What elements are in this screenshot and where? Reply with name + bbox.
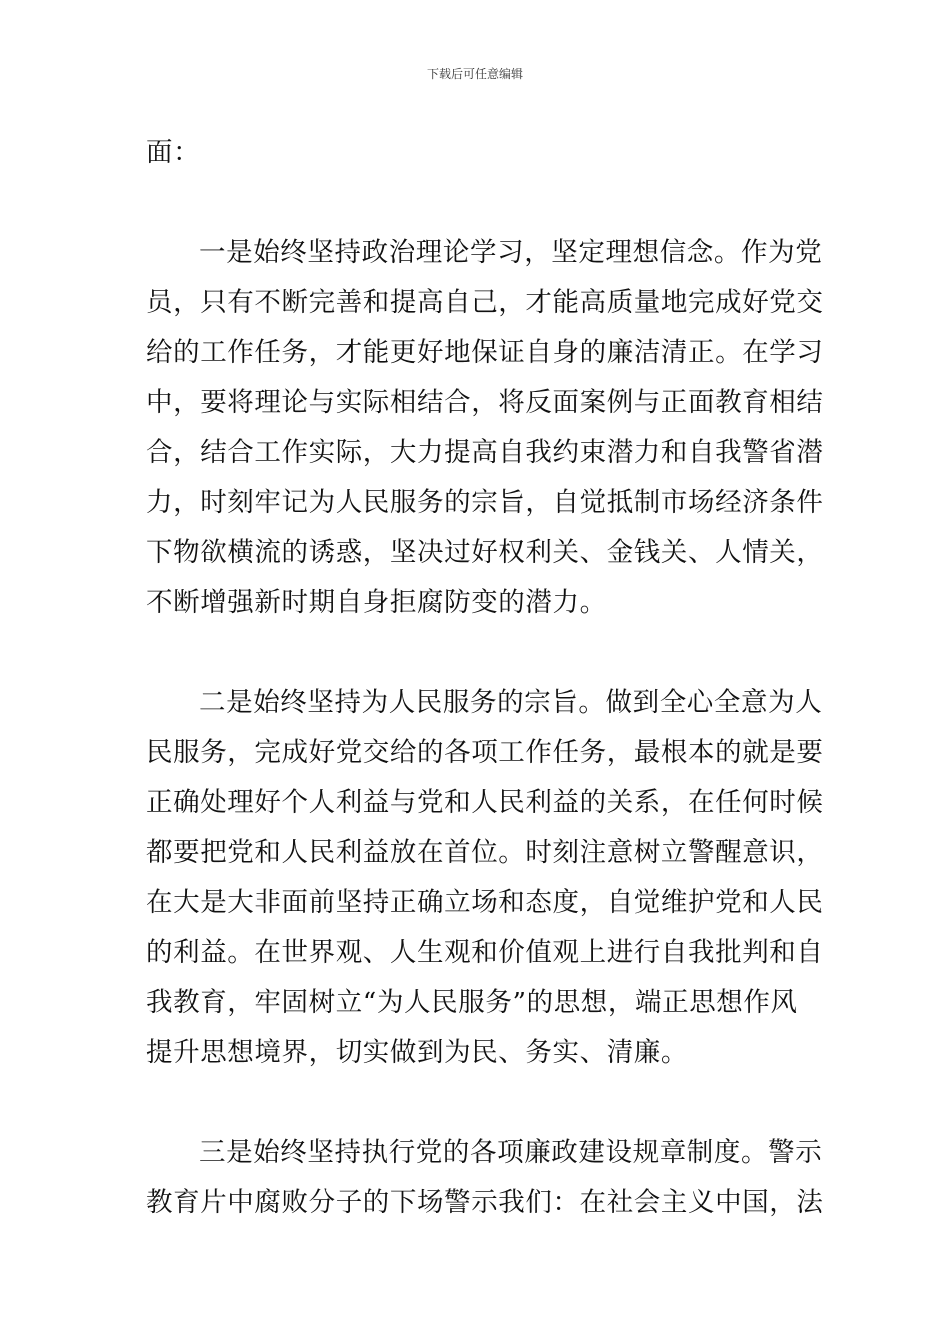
paragraph-line: 提升思想境界，切实做到为民、务实、清廉。 — [146, 1037, 688, 1068]
paragraph-gap — [146, 628, 806, 678]
paragraph-line: 民服务，完成好党交给的各项工作任务，最根本的就是要 — [146, 737, 824, 768]
paragraph-2 — [146, 678, 824, 1078]
paragraph-line: 的利益。在世界观、人生观和价值观上进行自我批判和自 — [146, 937, 824, 968]
paragraph-line: 二是始终坚持为人民服务的宗旨。做到全心全意为人 — [199, 687, 823, 718]
paragraph-line: 正确处理好个人利益与党和人民利益的关系，在任何时候 — [146, 787, 824, 818]
paragraph-1 — [146, 228, 824, 628]
paragraph-line: 力，时刻牢记为人民服务的宗旨，自觉抵制市场经济条件 — [146, 487, 824, 518]
paragraph-line: 我教育，牢固树立“为人民服务”的思想，端正思想作风 — [146, 987, 798, 1018]
paragraph-line: 不断增强新时期自身拒腐防变的潜力。 — [146, 587, 607, 618]
paragraph-line: 合，结合工作实际，大力提高自我约束潜力和自我警省潜 — [146, 437, 824, 468]
paragraph-gap — [146, 178, 806, 228]
paragraph-line: 教育片中腐败分子的下场警示我们：在社会主义中国，法 — [146, 1187, 824, 1218]
paragraph-line: 一是始终坚持政治理论学习，坚定理想信念。作为党 — [199, 237, 823, 268]
paragraph-line: 员，只有不断完善和提高自己，才能高质量地完成好党交 — [146, 287, 824, 318]
paragraph-line: 在大是大非面前坚持正确立场和态度，自觉维护党和人民 — [146, 887, 824, 918]
intro-line: 面： — [146, 137, 201, 168]
paragraph-gap — [146, 1078, 806, 1128]
page-header-note: 下载后可任意编辑 — [426, 67, 523, 81]
paragraph-line: 中，要将理论与实际相结合，将反面案例与正面教育相结 — [146, 387, 824, 418]
paragraph-line: 下物欲横流的诱惑，坚决过好权利关、金钱关、人情关， — [146, 537, 824, 568]
paragraph-line: 给的工作任务，才能更好地保证自身的廉洁清正。在学习 — [146, 337, 824, 368]
paragraph-line: 三是始终坚持执行党的各项廉政建设规章制度。警示 — [199, 1137, 823, 1168]
paragraph-3 — [146, 1128, 824, 1228]
paragraph-line: 都要把党和人民利益放在首位。时刻注意树立警醒意识， — [146, 837, 824, 868]
document-body — [146, 128, 824, 1228]
